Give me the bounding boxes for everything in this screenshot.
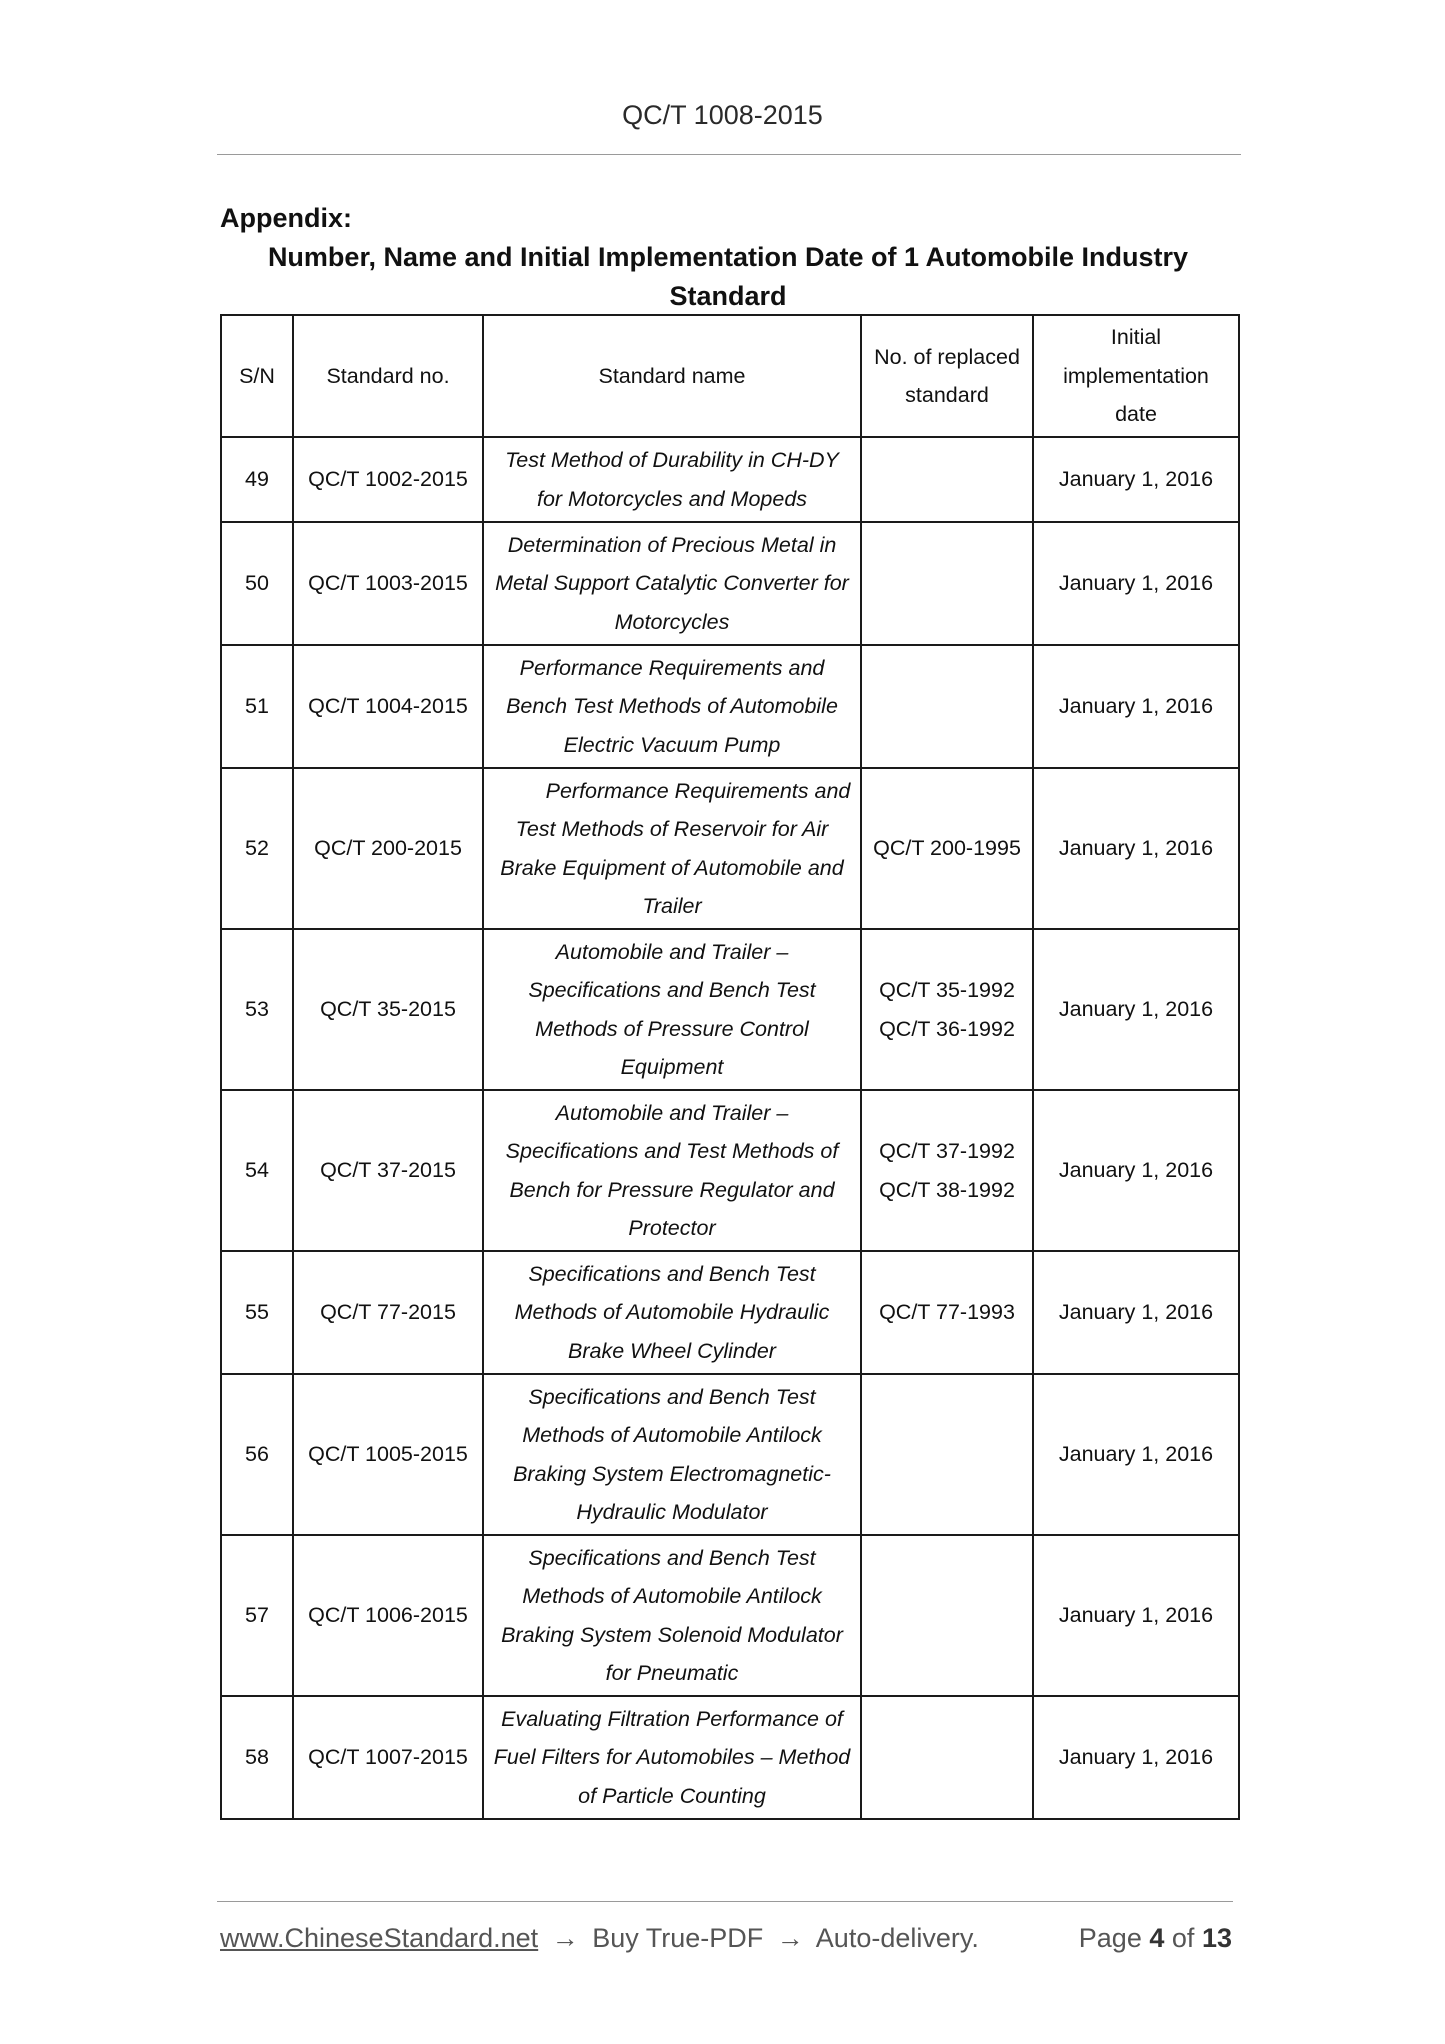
cell-standard-name: [483, 1374, 861, 1535]
standard-name-line: Metal Support Catalytic Converter for: [495, 571, 849, 596]
table-title-line-1: Number, Name and Initial Implementation Date of 1 Automobile Industry: [267, 242, 1189, 272]
standard-name-line: Electric Vacuum Pump: [563, 732, 781, 757]
standard-name-line: Braking System Solenoid Modulator: [501, 1622, 843, 1647]
header-implementation-date: [1033, 315, 1239, 437]
table-row: [221, 1090, 1239, 1251]
cell-standard-name: [483, 1251, 861, 1374]
cell-implementation-date: January 1, 2016: [1033, 437, 1239, 522]
cell-standard-no: QC/T 1006-2015: [293, 1535, 483, 1696]
cell-sn: 53: [221, 929, 293, 1090]
standard-name-line: Methods of Automobile Hydraulic: [514, 1300, 830, 1325]
cell-replaced-standard: [861, 768, 1033, 929]
arrow-right-icon: →: [551, 1923, 579, 1953]
standards-table: [220, 314, 1240, 1820]
cell-sn: 49: [221, 437, 293, 522]
standard-name-line: Brake Equipment of Automobile and: [500, 855, 844, 880]
page-of-label: of: [1171, 1923, 1195, 1953]
table-title: [220, 238, 1236, 316]
cell-standard-name: [483, 645, 861, 768]
standard-name-line: Braking System Electromagnetic-: [513, 1461, 831, 1486]
cell-standard-name: [483, 1090, 861, 1251]
header-date-line-3: date: [1115, 402, 1157, 427]
page-total: 13: [1201, 1923, 1232, 1953]
cell-standard-no: QC/T 37-2015: [293, 1090, 483, 1251]
cell-sn: 50: [221, 522, 293, 645]
standard-name-line: Motorcycles: [614, 609, 730, 634]
cell-replaced-standard: [861, 437, 1033, 522]
standard-name-line: for Pneumatic: [605, 1661, 739, 1685]
cell-replaced-standard: [861, 1090, 1033, 1251]
table-row: [221, 1251, 1239, 1374]
header-sn: S/N: [221, 315, 293, 437]
cell-standard-name: [483, 1535, 861, 1696]
page-current: 4: [1149, 1923, 1165, 1953]
standard-name-line: Evaluating Filtration Performance of: [501, 1706, 843, 1731]
page-number: [1079, 1923, 1232, 1954]
standard-name-line: Methods of Automobile Antilock: [522, 1423, 822, 1447]
standard-name-line: Methods of Pressure Control: [535, 1016, 809, 1041]
standard-name-line: Specifications and Test Methods of: [505, 1139, 839, 1163]
table-row: [221, 645, 1239, 768]
cell-standard-no: QC/T 200-2015: [293, 768, 483, 929]
header-replaced-line-1: No. of replaced: [874, 344, 1020, 369]
standard-name-line: Automobile and Trailer –: [555, 939, 789, 964]
cell-implementation-date: January 1, 2016: [1033, 645, 1239, 768]
table-header-row: [221, 315, 1239, 437]
standard-name-line: Equipment: [620, 1055, 724, 1079]
cell-sn: 51: [221, 645, 293, 768]
cell-replaced-standard: [861, 1251, 1033, 1374]
cell-standard-name: [483, 522, 861, 645]
replaced-standard-item: QC/T 77-1993: [879, 1300, 1015, 1325]
cell-implementation-date: January 1, 2016: [1033, 1090, 1239, 1251]
cell-implementation-date: January 1, 2016: [1033, 1374, 1239, 1535]
standard-name-line: Bench for Pressure Regulator and: [509, 1177, 835, 1202]
footer-divider: [217, 1901, 1233, 1902]
cell-standard-no: QC/T 1002-2015: [293, 437, 483, 522]
buy-true-pdf-text: Buy True-PDF: [592, 1923, 764, 1953]
cell-standard-no: QC/T 1005-2015: [293, 1374, 483, 1535]
cell-standard-no: QC/T 1007-2015: [293, 1696, 483, 1819]
cell-standard-name: [483, 768, 861, 929]
replaced-standard-item: QC/T 200-1995: [873, 836, 1021, 861]
table-row: [221, 437, 1239, 522]
cell-replaced-standard: [861, 1374, 1033, 1535]
cell-standard-no: QC/T 77-2015: [293, 1251, 483, 1374]
standard-name-line: Specifications and Bench Test: [528, 1545, 816, 1570]
document-code-header: QC/T 1008-2015: [622, 100, 823, 130]
footer-links: [220, 1923, 979, 1954]
page-label: Page: [1078, 1923, 1142, 1953]
replaced-standard-item: QC/T 37-1992: [879, 1139, 1015, 1163]
standard-name-line: Test Method of Durability in CH-DY: [505, 448, 839, 472]
table-row: [221, 768, 1239, 929]
cell-sn: 52: [221, 768, 293, 929]
standard-name-line: Automobile and Trailer –: [555, 1100, 789, 1125]
appendix-label: Appendix:: [220, 203, 352, 233]
arrow-right-icon: →: [776, 1923, 804, 1953]
header-replaced-standard: [861, 315, 1033, 437]
cell-implementation-date: January 1, 2016: [1033, 1251, 1239, 1374]
standard-name-line: Performance Requirements and: [519, 655, 825, 680]
standard-name-line: of Particle Counting: [578, 1783, 766, 1808]
standard-name-line: Specifications and Bench Test: [528, 978, 816, 1002]
header-replaced-line-2: standard: [905, 383, 989, 407]
cell-implementation-date: January 1, 2016: [1033, 1696, 1239, 1819]
cell-sn: 55: [221, 1251, 293, 1374]
cell-implementation-date: January 1, 2016: [1033, 522, 1239, 645]
cell-standard-name: [483, 929, 861, 1090]
header-date-line-1: Initial: [1110, 325, 1162, 350]
standard-name-line: Methods of Automobile Antilock: [522, 1584, 822, 1608]
cell-sn: 57: [221, 1535, 293, 1696]
table-row: [221, 929, 1239, 1090]
standard-name-line: Trailer: [642, 894, 702, 918]
cell-implementation-date: January 1, 2016: [1033, 929, 1239, 1090]
header-standard-name: Standard name: [483, 315, 861, 437]
header-date-line-2: implementation: [1063, 363, 1209, 388]
replaced-standard-item: QC/T 35-1992: [879, 978, 1015, 1002]
table-body: [221, 437, 1239, 1819]
standard-name-line: Test Methods of Reservoir for Air: [515, 817, 829, 841]
cell-replaced-standard: [861, 645, 1033, 768]
table-row: [221, 1696, 1239, 1819]
table-row: [221, 522, 1239, 645]
table-row: [221, 1535, 1239, 1696]
standard-name-line: for Motorcycles and Mopeds: [536, 486, 808, 511]
cell-implementation-date: January 1, 2016: [1033, 1535, 1239, 1696]
standard-name-line: Determination of Precious Metal in: [507, 532, 837, 557]
cell-sn: 56: [221, 1374, 293, 1535]
standard-name-line: Protector: [628, 1216, 716, 1240]
standard-name-line: Specifications and Bench Test: [528, 1261, 816, 1286]
standard-name-line: Specifications and Bench Test: [528, 1384, 816, 1409]
header-divider: [217, 154, 1241, 155]
auto-delivery-text: Auto-delivery.: [815, 1923, 979, 1953]
replaced-standard-item: QC/T 38-1992: [879, 1177, 1015, 1202]
replaced-standard-item: QC/T 36-1992: [879, 1016, 1015, 1041]
cell-replaced-standard: [861, 1696, 1033, 1819]
cell-sn: 58: [221, 1696, 293, 1819]
cell-replaced-standard: [861, 522, 1033, 645]
header-standard-no: Standard no.: [293, 315, 483, 437]
standard-name-line: Performance Requirements and: [545, 778, 851, 803]
standard-name-line: Bench Test Methods of Automobile: [506, 694, 838, 719]
cell-standard-no: QC/T 1004-2015: [293, 645, 483, 768]
cell-replaced-standard: [861, 1535, 1033, 1696]
cell-replaced-standard: [861, 929, 1033, 1090]
cell-implementation-date: January 1, 2016: [1033, 768, 1239, 929]
table-title-line-2: Standard: [669, 281, 787, 311]
cell-standard-no: QC/T 1003-2015: [293, 522, 483, 645]
website-link[interactable]: www.ChineseStandard.net: [220, 1923, 539, 1953]
standard-name-line: Hydraulic Modulator: [576, 1500, 768, 1524]
cell-standard-name: [483, 1696, 861, 1819]
standard-name-line: Fuel Filters for Automobiles – Method: [493, 1745, 851, 1770]
cell-standard-name: [483, 437, 861, 522]
cell-standard-no: QC/T 35-2015: [293, 929, 483, 1090]
standard-name-line: Brake Wheel Cylinder: [568, 1338, 776, 1363]
cell-sn: 54: [221, 1090, 293, 1251]
table-row: [221, 1374, 1239, 1535]
